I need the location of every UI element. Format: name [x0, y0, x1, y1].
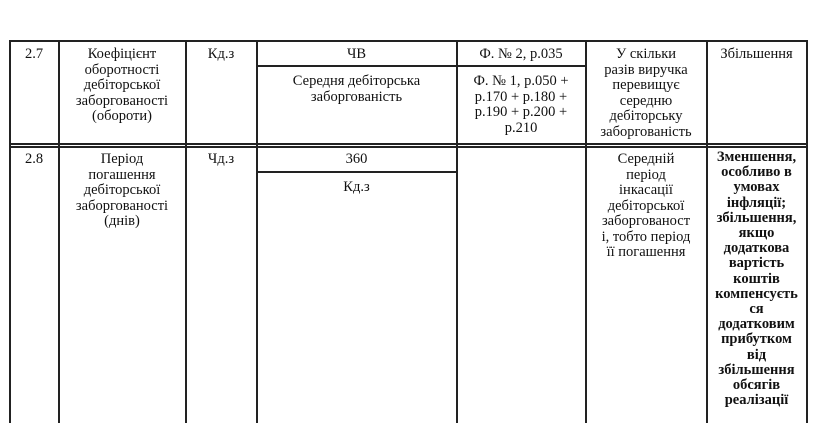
indicator-name: Період погашення дебіторської заборгованості (днів): [75, 151, 169, 229]
indicator-name: Коефіцієнт оборотності дебіторської заборгованості (обороти): [75, 46, 169, 124]
row-number: 2.8: [24, 151, 44, 167]
source-numerator: Ф. № 2, р.035: [479, 46, 563, 62]
row-number: 2.7: [24, 46, 44, 62]
grid-line: [256, 65, 585, 67]
indicator-symbol: Чд.з: [207, 151, 235, 167]
grid-line: [9, 40, 807, 42]
grid-line: [185, 40, 187, 423]
formula-numerator: ЧВ: [346, 46, 367, 62]
desired-trend: Зменшення, особливо в умовах інфляції; збільшення, якщо додаткова вартість коштів компенсуєть ся додатковим прибутком від збільшення обсягів реалізації: [715, 149, 798, 409]
source-denominator: Ф. № 1, р.050 + р.170 + р.180 + р.190 + р.200 + р.210: [473, 73, 569, 136]
formula-denominator: Кд.з: [343, 179, 370, 195]
grid-line: [9, 40, 11, 423]
indicator-symbol: Кд.з: [207, 46, 235, 62]
grid-line: [9, 146, 807, 148]
desired-trend: Збільшення: [720, 46, 793, 62]
grid-line: [256, 171, 456, 173]
indicator-meaning: У скільки разів виручка перевищує середню дебіторську заборгованість: [600, 46, 692, 140]
formula-denominator: Середня дебіторська заборгованість: [292, 73, 421, 105]
grid-line: [9, 143, 807, 145]
formula-numerator: 360: [345, 151, 368, 167]
indicator-meaning: Середній період інкасації дебіторської заборгованост і, тобто період її погашення: [601, 151, 691, 260]
grid-line: [806, 40, 808, 423]
